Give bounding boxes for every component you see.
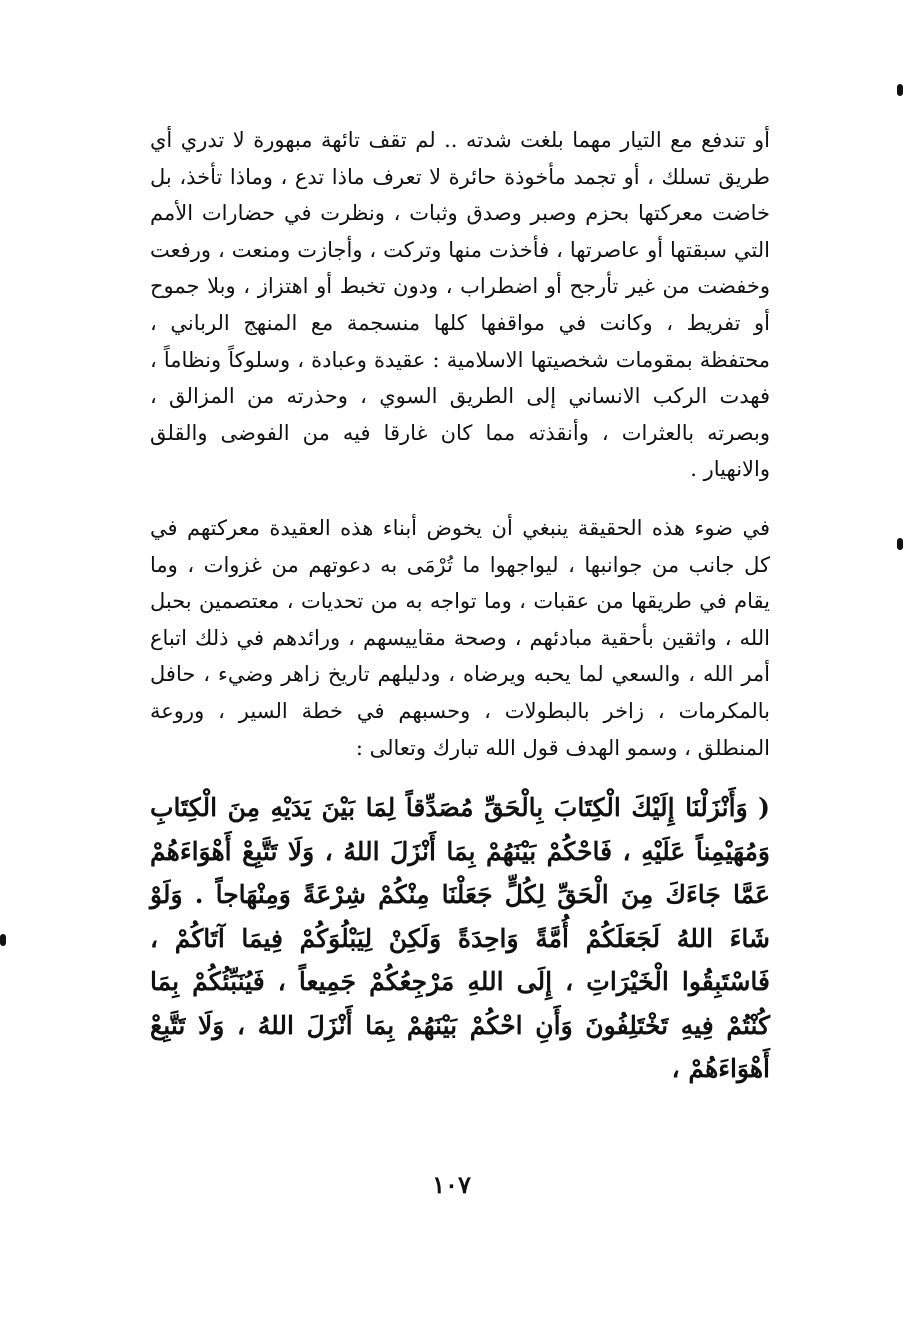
quran-verse: ( وَأَنْزَلْنَا إِلَيْكَ الْكِتَابَ بِالْحَقِّ مُصَدِّقاً لِمَا بَيْنَ يَدَيْهِ مِنَ الْكِتَابِ وَمُهَيْمِناً عَلَيْهِ ، فَاحْكُمْ بَيْنَهُمْ بِمَا أَنْزَلَ اللهُ ، وَلَا تَتَّبِعْ أَهْوَاءَهُمْ عَمَّا جَاءَكَ مِنَ الْحَقِّ لِكُلٍّ جَعَلْنَا مِنْكُمْ شِرْعَةً وَمِنْهَاجاً . وَلَوْ شَاءَ اللهُ لَجَعَلَكُمْ أُمَّةً وَاحِدَةً وَلَكِنْ لِيَبْلُوَكُمْ فِيمَا آتَاكُمْ ، فَاسْتَبِقُوا الْخَيْرَاتِ ، إِلَى اللهِ مَرْجِعُكُمْ جَمِيعاً ، فَيُنَبِّئُكُمْ بِمَا كُنْتُمْ فِيهِ تَخْتَلِفُونَ وَأَنِ احْكُمْ بَيْنَهُمْ بِمَا أَنْزَلَ اللهُ ، وَلَا تَتَّبِعْ أَهْوَاءَهُمْ ، — [150, 793, 770, 1084]
page-edge-mark — [0, 934, 6, 946]
page-body — [150, 122, 770, 1116]
page-edge-mark — [897, 84, 903, 96]
paragraph-2: في ضوء هذه الحقيقة ينبغي أن يخوض أبناء هذه العقيدة معركتهم في كل جانب من جوانبها ، ليواجهوا ما تُرْمَى به دعوتهم من غزوات ، وما يقام في طريقها من عقبات ، وما تواجه به من تحديات ، معتصمين بحبل الله ، واثقين بأحقية مبادئهم ، وصحة مقاييسهم ، ورائدهم في ذلك اتباع أمر الله ، والسعي لما يحبه ويرضاه ، ودليلهم تاريخ زاهر وضيء ، حافل بالمكرمات ، زاخر بالبطولات ، وحسبهم في خطة السير ، وروعة المنطلق ، وسمو الهدف قول الله تبارك وتعالى : — [150, 515, 770, 760]
paragraph-1: أو تندفع مع التيار مهما بلغت شدته .. لم تقف تائهة مبهورة لا تدري أي طريق تسلك ، أو تجمد مأخوذة حائرة لا تعرف ماذا تدع ، وماذا تأخذ، بل خاضت معركتها بحزم وصبر وصدق وثبات ، ونظرت في حضارات الأمم التي سبقتها أو عاصرتها ، فأخذت منها وتركت ، وأجازت ومنعت ، ورفعت وخفضت من غير تأرجح أو اضطراب ، ودون تخبط أو اهتزاز ، وبلا جموح أو تفريط ، وكانت في مواقفها كلها منسجمة مع المنهج الرباني ، محتفظة بمقومات شخصيتها الاسلامية : عقيدة وعبادة ، وسلوكاً ونظاماً ، فهدت الركب الانساني إلى الطريق السوي ، وحذرته من المزالق ، وبصرته بالعثرات ، وأنقذته مما كان غارقا فيه من الفوضى والقلق والانهيار . — [150, 128, 770, 482]
page-number: ١٠٧ — [432, 1170, 471, 1199]
page-edge-mark — [897, 538, 903, 550]
